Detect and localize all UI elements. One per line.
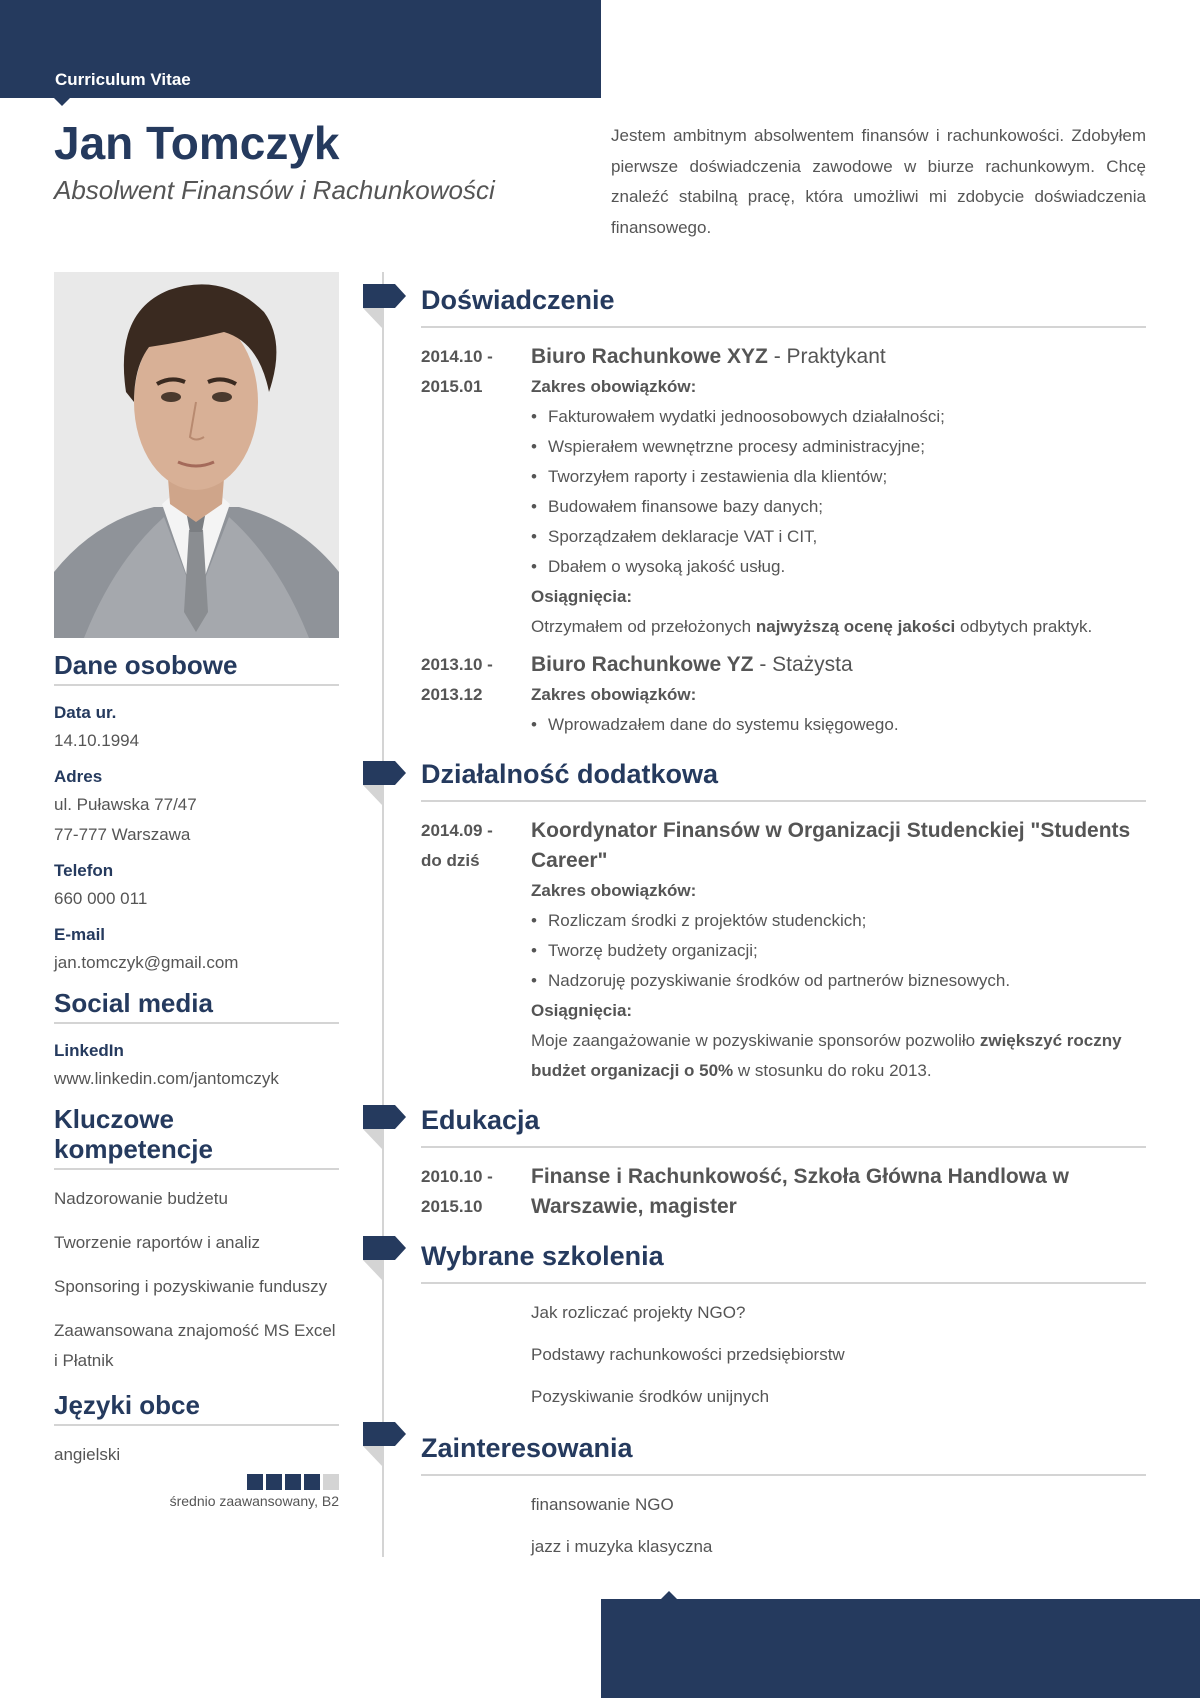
experience-entry [421,342,1146,642]
entry-date-start: 2010.10 - [421,1167,493,1186]
phone-label: Telefon [54,861,114,880]
training-item: Podstawy rachunkowości przedsiębiorstw [531,1345,845,1364]
duty-item: • Nadzoruję pozyskiwanie środków od partnerów biznesowych. [531,966,1146,996]
linkedin-value: www.linkedin.com/jantomczyk [54,1069,279,1088]
right-column [421,280,1146,1574]
entry-date-end: 2015.10 [421,1197,483,1216]
language-level-text: średnio zaawansowany, B2 [169,1493,339,1509]
duties-label: Zakres obowiązków: [531,881,697,900]
person-name: Jan Tomczyk [54,117,340,169]
trainings-heading: Wybrane szkolenia [421,1236,1146,1284]
duty-item: • Sporządzałem deklaracje VAT i CIT, [531,522,1146,552]
level-square-filled [266,1474,282,1490]
document-type-label: Curriculum Vitae [55,70,191,89]
section-marker-icon [363,1105,406,1150]
skill-item: Nadzorowanie budżetu [54,1189,228,1208]
skill-item: Tworzenie raportów i analiz [54,1233,260,1252]
footer-band-notch [661,1591,677,1599]
entry-company: Biuro Rachunkowe XYZ [531,345,768,368]
experience-entry [421,650,1146,740]
achievement-text-part: odbytych praktyk. [955,617,1093,636]
training-item: Jak rozliczać projekty NGO? [531,1303,746,1322]
section-marker-icon [363,761,406,806]
footer-band [601,1599,1200,1698]
address-line-1: ul. Puławska 77/47 [54,795,197,814]
achievement-text [531,612,1146,642]
social-media-heading: Social media [54,988,339,1024]
activity-entry [421,816,1146,1086]
section-marker-icon [363,284,406,329]
entry-role: - Stażysta [753,653,853,676]
entry-title: Finanse i Rachunkowość, Szkoła Główna Handlowa w Warszawie, magister [531,1165,1069,1218]
language-name: angielski [54,1445,121,1464]
level-square-empty [323,1474,339,1490]
duty-item: • Budowałem finansowe bazy danych; [531,492,1146,522]
entry-date-start: 2013.10 - [421,655,493,674]
profile-photo [54,272,339,638]
duty-item: • Wprowadzałem dane do systemu księgowego. [531,710,1146,740]
duty-item: • Rozliczam środki z projektów studenckich; [531,906,1146,936]
language-level-bar [54,1474,339,1490]
entry-role: - Praktykant [767,345,886,368]
duty-item: • Wspierałem wewnętrzne procesy administracyjne; [531,432,1146,462]
address-label: Adres [54,767,103,786]
entry-date-end: 2015.01 [421,377,483,396]
skill-item: Sponsoring i pozyskiwanie funduszy [54,1277,328,1296]
birth-date-value: 14.10.1994 [54,731,140,750]
header-band-notch [54,98,70,106]
section-marker-icon [363,1422,406,1467]
linkedin-label: LinkedIn [54,1041,124,1060]
personal-data-heading: Dane osobowe [54,650,339,686]
key-skills-heading: Kluczowe kompetencje [54,1104,339,1170]
header-band [0,0,601,98]
duties-label: Zakres obowiązków: [531,685,697,704]
interests-heading: Zainteresowania [421,1428,1146,1476]
level-square-filled [247,1474,263,1490]
achievement-highlight: zwiększyć roczny budżet organizacji o 50% [531,1031,1122,1080]
education-entry [421,1162,1146,1222]
achievement-text [531,1026,1146,1086]
level-square-filled [285,1474,301,1490]
email-value: jan.tomczyk@gmail.com [54,953,239,972]
interest-item: jazz i muzyka klasyczna [531,1537,713,1556]
section-marker-icon [363,1236,406,1281]
education-heading: Edukacja [421,1100,1146,1148]
profile-summary: Jestem ambitnym absolwentem finansów i rachunkowości. Zdobyłem pierwsze doświadczenia zawodowe w biurze rachunkowym. Chcę znaleźć stabilną pracę, która umożliwi mi zdobycie doświadczenia finansowego. [611,126,1146,237]
languages-heading: Języki obce [54,1390,339,1426]
interest-item: finansowanie NGO [531,1495,674,1514]
entry-date-start: 2014.10 - [421,347,493,366]
achievement-text-part: w stosunku do roku 2013. [733,1061,932,1080]
duty-item: • Fakturowałem wydatki jednoosobowych działalności; [531,402,1146,432]
entry-date-end: do dziś [421,851,480,870]
entry-date-end: 2013.12 [421,685,483,704]
achievement-text-part: Otrzymałem od przełożonych [531,617,756,636]
entry-company: Biuro Rachunkowe YZ [531,653,754,676]
person-title: Absolwent Finansów i Rachunkowości [54,175,495,205]
birth-date-label: Data ur. [54,703,117,722]
address-line-2: 77-777 Warszawa [54,825,191,844]
achievement-highlight: najwyższą ocenę jakości [755,617,956,636]
duty-item: • Dbałem o wysoką jakość usług. [531,552,1146,582]
activity-heading: Działalność dodatkowa [421,754,1146,802]
entry-title: Koordynator Finansów w Organizacji Studenckiej "Students Career" [531,819,1131,872]
duty-item: • Tworzyłem raporty i zestawienia dla klientów; [531,462,1146,492]
duty-item: • Tworzę budżety organizacji; [531,936,1146,966]
left-column [54,650,339,1512]
duties-label: Zakres obowiązków: [531,377,697,396]
experience-heading: Doświadczenie [421,280,1146,328]
timeline-line [382,272,384,1557]
achievements-label: Osiągnięcia: [531,1001,633,1020]
achievements-label: Osiągnięcia: [531,587,633,606]
email-label: E-mail [54,925,106,944]
entry-date-start: 2014.09 - [421,821,493,840]
phone-value: 660 000 011 [54,889,148,908]
achievement-text-part: Moje zaangażowanie w pozyskiwanie sponsorów pozwoliło [531,1031,980,1050]
skill-item: Zaawansowana znajomość MS Excel i Płatnik [54,1321,336,1370]
training-item: Pozyskiwanie środków unijnych [531,1387,770,1406]
level-square-filled [304,1474,320,1490]
